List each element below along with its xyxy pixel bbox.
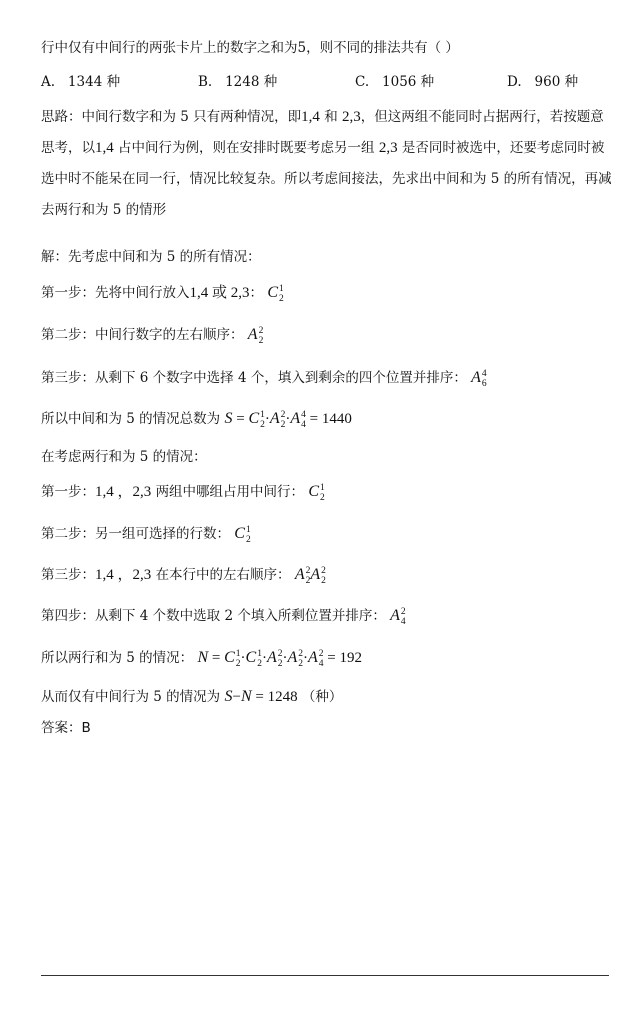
solution-intro: 解：先考虑中间和为 5 的所有情况： [41, 249, 261, 265]
solution-step-3: 第三步：从剩下 6 个数字中选择 4 个，填入到剩余的四个位置并排序： A 4 6 [41, 368, 487, 389]
solution-total: 所以中间和为 5 的情况总数为 S = C 1 2 ·A 2 2 ·A 4 4 = 1440 [41, 409, 352, 430]
choice-d[interactable]: D. 960 种 [507, 74, 579, 90]
solution-step-2: 第二步：中间行数字的左右顺序： A 2 2 [41, 325, 264, 346]
solution-step-1: 第一步：先将中间行放入1,4 或 2,3： C 1 2 [41, 283, 284, 304]
analysis-paragraph: 思路：中间行数字和为 5 只有两种情况，即1,4 和 2,3，但这两组不能同时占据两行，若按题意思考，以1,4 占中间行为例，则在安排时既要考虑另一组 2,3 是否同时被选中，还要考虑同时被选中时不能呆在同一行，情况比较复杂。所以考虑间接法，先求出中间和为 5 的所有情况，再减去两行和为 5 的情形 [41, 109, 612, 218]
choice-b[interactable]: B. 1248 种 [198, 74, 278, 90]
choice-a[interactable]: A. 1344 种 [41, 74, 121, 90]
choice-c[interactable]: C. 1056 种 [355, 74, 435, 90]
question-line: 行中仅有中间行的两张卡片上的数字之和为5，则不同的排法共有（ ） [41, 40, 459, 56]
part2-total: 所以两行和为 5 的情况： N = C 1 2 ·C 1 2 ·A 2 2 ·A 2 2 ·A 2 4 = 192 [41, 648, 363, 669]
answer-line: 答案：B [41, 720, 91, 736]
footer-divider [41, 975, 609, 976]
part2-step-3: 第三步：1,4 ，2,3 在本行中的左右顺序： A 2 2 A 2 2 [41, 565, 326, 586]
part2-intro: 在考虑两行和为 5 的情况： [41, 449, 207, 465]
final-result: 从而仅有中间行为 5 的情况为 S−N = 1248 （种） [41, 688, 343, 705]
choices-row [41, 70, 621, 92]
part2-step-1: 第一步：1,4 ，2,3 两组中哪组占用中间行： C 1 2 [41, 482, 325, 503]
part2-step-4: 第四步：从剩下 4 个数中选取 2 个填入所剩位置并排序： A 2 4 [41, 606, 406, 627]
part2-step-2: 第二步：另一组可选择的行数： C 1 2 [41, 524, 251, 545]
